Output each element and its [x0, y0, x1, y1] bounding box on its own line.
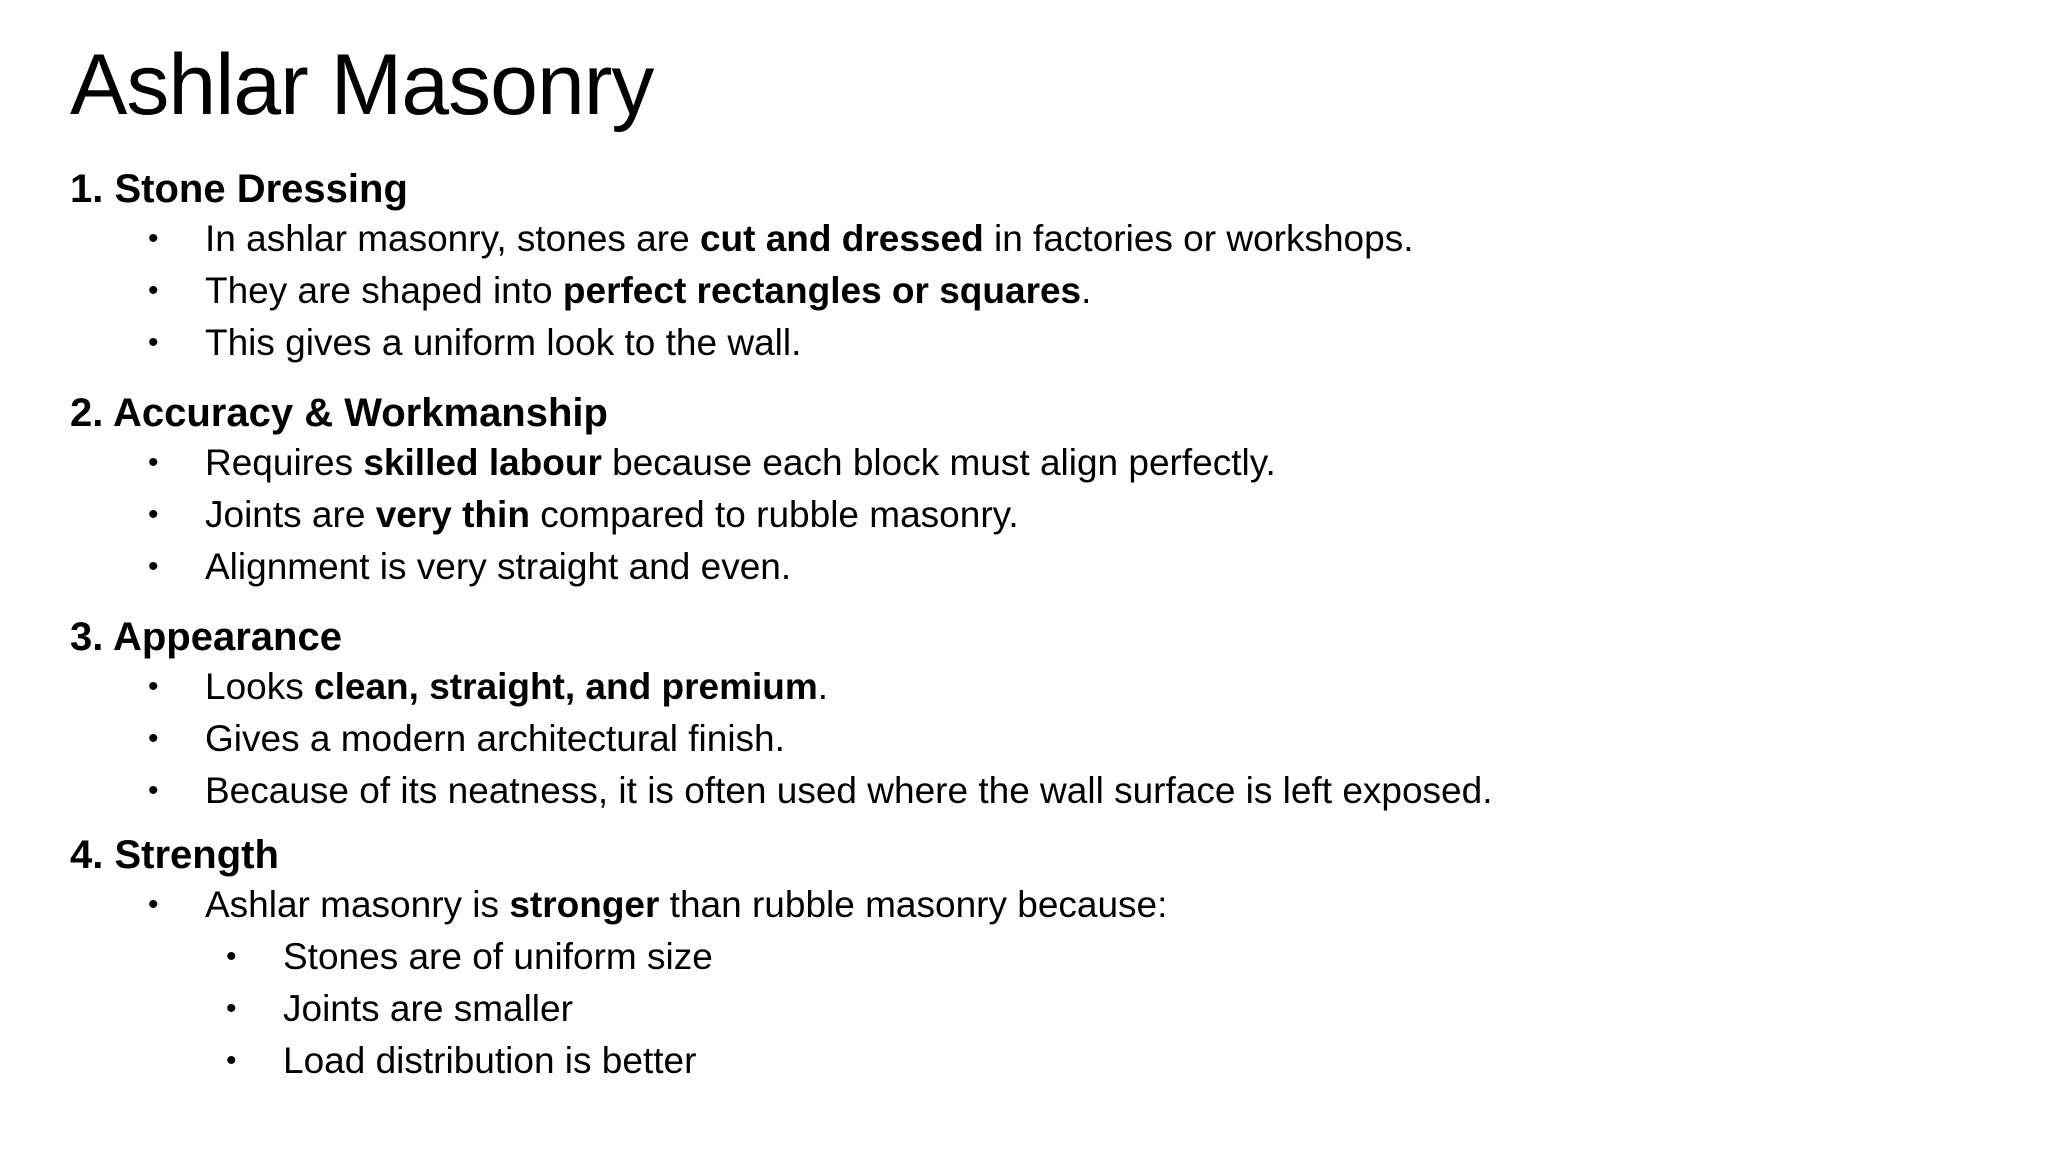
bullet-text: Requires: [205, 442, 364, 483]
bullet-bold-text: stronger: [509, 884, 660, 925]
sub-bullet-text: Stones are of uniform size: [283, 936, 713, 977]
bullet-text: than rubble masonry because:: [659, 884, 1168, 925]
bullet-item: [70, 541, 1970, 593]
bullet-icon: •: [148, 446, 159, 479]
bullet-text: .: [817, 666, 829, 707]
bullet-bold-text: cut and dressed: [699, 218, 984, 259]
bullet-bold-text: perfect rectangles or squares: [562, 270, 1082, 311]
bullet-item: [70, 713, 1970, 765]
section-heading: 4. Strength: [70, 833, 279, 877]
sub-bullet-text: Load distribution is better: [283, 1040, 697, 1081]
bullet-text: They are shaped into: [205, 270, 563, 311]
bullet-icon: •: [148, 326, 159, 359]
bullet-bold-text: very thin: [375, 494, 530, 535]
bullet-text: because each block must align perfectly.: [601, 442, 1276, 483]
slide-content: [70, 165, 1970, 1087]
bullet-bold-text: skilled labour: [363, 442, 602, 483]
bullet-item: [70, 213, 1970, 265]
section-strength: [70, 831, 1970, 1087]
bullet-item: [70, 765, 1970, 817]
bullet-item: [70, 437, 1970, 489]
bullet-icon: •: [148, 722, 159, 755]
section-stone-dressing: [70, 165, 1970, 369]
section-accuracy-workmanship: [70, 389, 1970, 593]
bullet-icon: •: [226, 992, 237, 1025]
sub-bullet-text: Joints are smaller: [283, 988, 573, 1029]
bullet-icon: •: [148, 774, 159, 807]
section-heading: 2. Accuracy & Workmanship: [70, 391, 608, 435]
bullet-icon: •: [148, 550, 159, 583]
section-heading: 1. Stone Dressing: [70, 167, 408, 211]
bullet-item: [70, 265, 1970, 317]
sub-bullet-item: [70, 931, 1970, 983]
bullet-bold-text: clean, straight, and premium: [314, 666, 818, 707]
bullet-text: compared to rubble masonry.: [529, 494, 1019, 535]
slide-title: Ashlar Masonry: [70, 37, 654, 133]
bullet-text: Because of its neatness, it is often used where the wall surface is left exposed.: [205, 770, 1493, 811]
bullet-icon: •: [226, 1044, 237, 1077]
section-appearance: [70, 613, 1970, 817]
bullet-text: in factories or workshops.: [983, 218, 1414, 259]
bullet-icon: •: [148, 274, 159, 307]
bullet-icon: •: [148, 222, 159, 255]
bullet-item: [70, 879, 1970, 931]
bullet-item: [70, 489, 1970, 541]
bullet-text: In ashlar masonry, stones are: [205, 218, 700, 259]
sub-bullet-item: [70, 1035, 1970, 1087]
section-heading: 3. Appearance: [70, 615, 342, 659]
bullet-text: Looks: [205, 666, 315, 707]
bullet-text: Alignment is very straight and even.: [205, 546, 792, 587]
bullet-text: Joints are: [205, 494, 376, 535]
bullet-text: Gives a modern architectural finish.: [205, 718, 785, 759]
bullet-text: Ashlar masonry is: [205, 884, 510, 925]
bullet-icon: •: [226, 940, 237, 973]
bullet-icon: •: [148, 670, 159, 703]
bullet-icon: •: [148, 498, 159, 531]
sub-bullet-item: [70, 983, 1970, 1035]
bullet-text: .: [1081, 270, 1092, 311]
bullet-item: [70, 317, 1970, 369]
bullet-icon: •: [148, 888, 159, 921]
bullet-text: This gives a uniform look to the wall.: [205, 322, 802, 363]
bullet-item: [70, 661, 1970, 713]
